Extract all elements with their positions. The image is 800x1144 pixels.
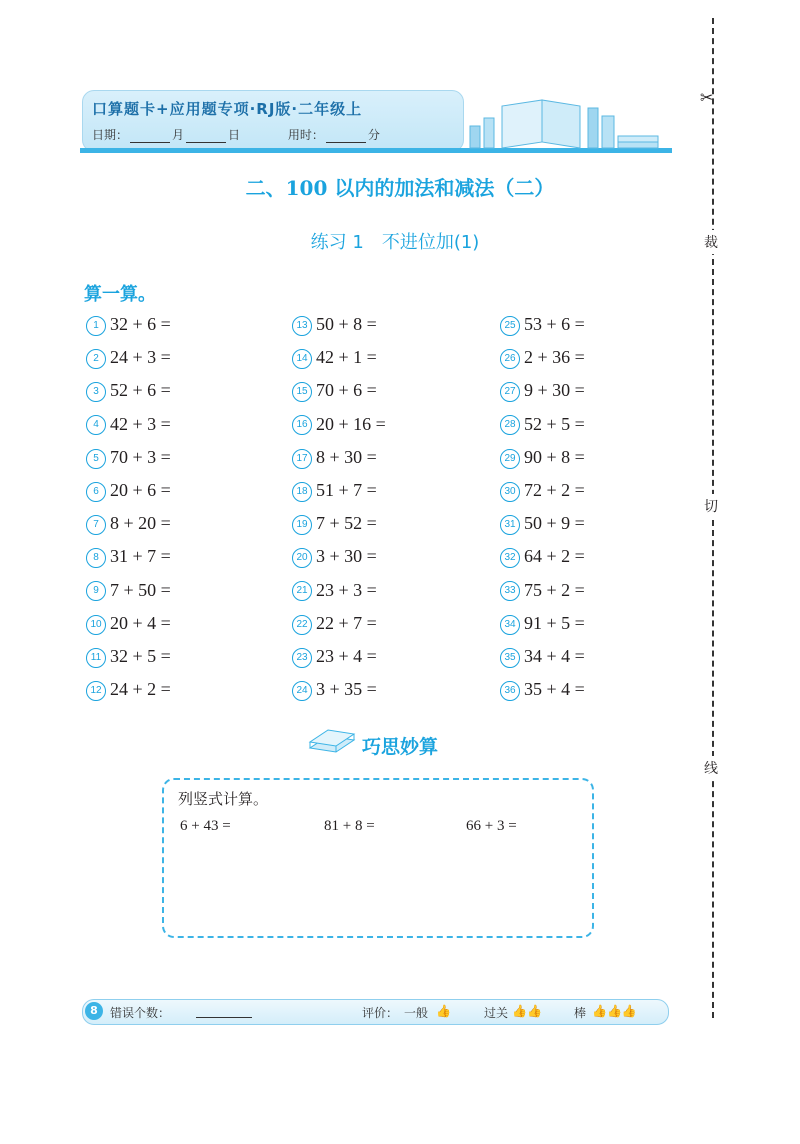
problem-number: 3: [86, 382, 106, 402]
problem-item: [500, 313, 585, 335]
problem-expression: 75 + 2 =: [524, 579, 585, 600]
problem-number: 25: [500, 316, 520, 336]
problem-number: 9: [86, 581, 106, 601]
month-blank[interactable]: [130, 130, 170, 143]
section-label: 算一算。: [84, 284, 156, 305]
vertical-problem: 6 + 43 =: [180, 818, 231, 834]
problem-item: [292, 512, 377, 534]
book-title: 口算题卡+应用题专项·RJ版·二年级上: [92, 100, 363, 118]
problem-item: [500, 678, 585, 700]
problem-item: [500, 645, 585, 667]
books-bottles-illustration: [462, 96, 674, 152]
problem-number: 27: [500, 382, 520, 402]
errors-label: 错误个数：: [110, 1006, 171, 1020]
rating-ok-label: 一般: [404, 1006, 429, 1020]
problem-expression: 53 + 6 =: [524, 314, 585, 334]
problem-item: [500, 413, 585, 435]
books-icon: [306, 726, 358, 756]
problem-number: 1: [86, 316, 106, 336]
problem-item: [500, 479, 585, 501]
problem-item: [86, 579, 171, 601]
problem-expression: 2 + 36 =: [524, 347, 585, 368]
problem-item: [86, 346, 171, 368]
problem-number: 31: [500, 515, 520, 535]
problem-expression: 50 + 8 =: [316, 314, 377, 334]
rating-label: 评价：: [362, 1006, 399, 1020]
thumb-icon[interactable]: 👍👍👍: [592, 1004, 637, 1018]
problem-expression: 23 + 4 =: [316, 646, 377, 666]
problem-number: 35: [500, 648, 520, 668]
problem-number: 30: [500, 482, 520, 502]
problem-number: 34: [500, 615, 520, 635]
problem-number: 29: [500, 449, 520, 469]
problem-expression: 20 + 6 =: [110, 480, 171, 500]
problem-expression: 22 + 7 =: [316, 612, 377, 633]
problem-expression: 24 + 3 =: [110, 347, 171, 368]
problem-number: 33: [500, 581, 520, 601]
thumb-icon[interactable]: 👍👍: [512, 1004, 542, 1018]
problem-expression: 52 + 5 =: [524, 413, 585, 434]
problem-item: [86, 413, 171, 435]
problem-number: 26: [500, 349, 520, 369]
problem-expression: 8 + 30 =: [316, 446, 377, 467]
vertical-calc-instruction: 列竖式计算。: [178, 790, 269, 808]
problem-expression: 20 + 16 =: [316, 413, 386, 434]
time-label: 用时：: [287, 128, 324, 142]
problem-item: [86, 379, 171, 401]
problem-expression: 23 + 3 =: [316, 579, 377, 600]
month-label: 月: [172, 128, 185, 142]
problem-number: 12: [86, 681, 106, 701]
problem-item: [500, 512, 585, 534]
problem-expression: 3 + 35 =: [316, 679, 377, 700]
problem-expression: 35 + 4 =: [524, 679, 585, 700]
problem-expression: 70 + 3 =: [110, 446, 171, 467]
problem-expression: 90 + 8 =: [524, 446, 585, 467]
problem-number: 11: [86, 648, 106, 668]
problem-item: [86, 512, 171, 534]
vertical-problem: 81 + 8 =: [324, 818, 375, 834]
cut-mark: 切: [704, 494, 718, 518]
problem-item: [86, 479, 171, 501]
scissors-icon: ✂: [700, 88, 714, 107]
problem-item: [292, 645, 377, 667]
page-number: 8: [85, 1002, 103, 1020]
problem-number: 22: [292, 615, 312, 635]
problem-expression: 7 + 50 =: [110, 579, 171, 600]
problem-expression: 34 + 4 =: [524, 646, 585, 666]
problem-item: [86, 545, 171, 567]
problem-expression: 51 + 7 =: [316, 480, 377, 500]
problem-expression: 31 + 7 =: [110, 546, 171, 567]
problem-expression: 50 + 9 =: [524, 513, 585, 534]
problem-number: 13: [292, 316, 312, 336]
problem-item: [86, 678, 171, 700]
lesson-title: 练习 1 不进位加(1): [310, 232, 480, 253]
problem-item: [500, 545, 585, 567]
problem-number: 16: [292, 415, 312, 435]
problem-number: 15: [292, 382, 312, 402]
problem-expression: 24 + 2 =: [110, 679, 171, 700]
day-label: 日: [228, 128, 241, 142]
vertical-problem: 66 + 3 =: [466, 818, 517, 834]
problem-number: 32: [500, 548, 520, 568]
problem-number: 28: [500, 415, 520, 435]
problem-number: 36: [500, 681, 520, 701]
problem-expression: 8 + 20 =: [110, 513, 171, 534]
problem-item: [292, 678, 377, 700]
problem-item: [500, 379, 585, 401]
problem-number: 19: [292, 515, 312, 535]
problem-expression: 42 + 1 =: [316, 347, 377, 368]
problem-item: [86, 446, 171, 468]
thumb-icon[interactable]: 👍: [436, 1004, 451, 1018]
problem-number: 2: [86, 349, 106, 369]
rating-pass-label: 过关: [484, 1006, 509, 1020]
problem-number: 7: [86, 515, 106, 535]
problem-item: [86, 645, 171, 667]
problem-number: 10: [86, 615, 106, 635]
problem-expression: 64 + 2 =: [524, 546, 585, 567]
problem-expression: 9 + 30 =: [524, 380, 585, 401]
day-blank[interactable]: [186, 130, 226, 143]
problem-expression: 3 + 30 =: [316, 546, 377, 567]
brain-section-title: 巧思妙算: [362, 736, 439, 758]
minute-label: 分: [367, 128, 380, 142]
cut-mark: 线: [704, 756, 718, 780]
date-label: 日期：: [92, 128, 129, 142]
problem-item: [500, 346, 585, 368]
problem-number: 20: [292, 548, 312, 568]
problem-item: [292, 413, 386, 435]
problem-item: [500, 612, 585, 634]
problem-item: [292, 346, 377, 368]
problem-expression: 72 + 2 =: [524, 480, 585, 500]
date-time-line: [92, 126, 380, 143]
problem-expression: 32 + 5 =: [110, 646, 171, 666]
cut-mark: 裁: [704, 230, 718, 254]
problem-item: [292, 612, 377, 634]
problem-number: 14: [292, 349, 312, 369]
minute-blank[interactable]: [326, 130, 366, 143]
problem-expression: 7 + 52 =: [316, 513, 377, 534]
errors-blank[interactable]: [196, 1017, 252, 1018]
problem-number: 4: [86, 415, 106, 435]
problem-item: [292, 545, 377, 567]
unit-title: 二、100 以内的加法和减法（二）: [245, 176, 555, 200]
problem-item: [86, 313, 171, 335]
problem-item: [500, 579, 585, 601]
problem-number: 24: [292, 681, 312, 701]
problem-item: [292, 379, 377, 401]
problem-expression: 32 + 6 =: [110, 314, 171, 334]
problem-expression: 20 + 4 =: [110, 612, 171, 633]
problem-number: 6: [86, 482, 106, 502]
problem-expression: 91 + 5 =: [524, 612, 585, 633]
problem-expression: 52 + 6 =: [110, 380, 171, 401]
problem-number: 8: [86, 548, 106, 568]
problem-expression: 42 + 3 =: [110, 413, 171, 434]
problem-number: 21: [292, 581, 312, 601]
problem-item: [292, 446, 377, 468]
rating-great-label: 棒: [574, 1006, 587, 1020]
problem-number: 18: [292, 482, 312, 502]
problem-item: [500, 446, 585, 468]
problem-item: [86, 612, 171, 634]
problem-number: 23: [292, 648, 312, 668]
problem-number: 17: [292, 449, 312, 469]
problem-number: 5: [86, 449, 106, 469]
cut-line: [712, 18, 714, 1018]
problem-item: [292, 579, 377, 601]
problem-item: [292, 479, 377, 501]
problem-item: [292, 313, 377, 335]
problem-expression: 70 + 6 =: [316, 380, 377, 401]
